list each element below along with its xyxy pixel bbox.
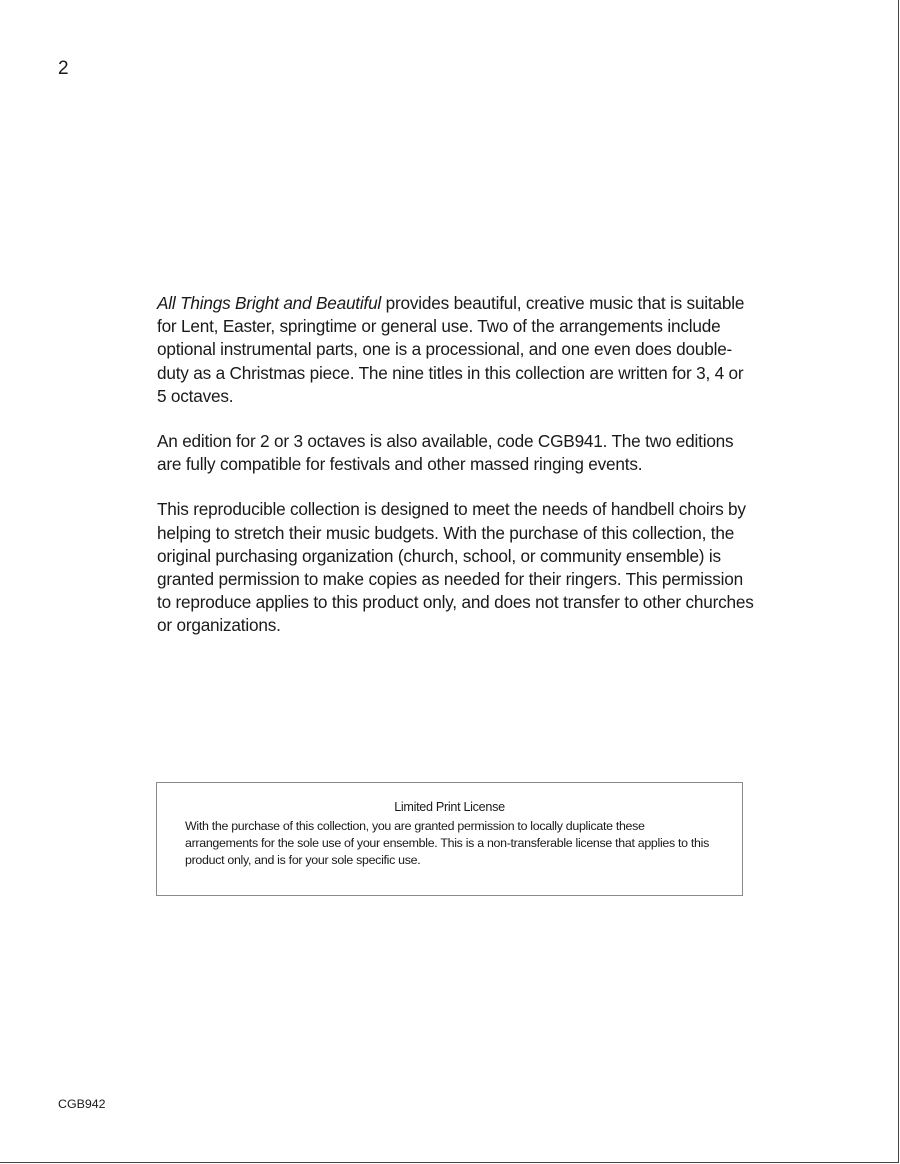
intro-paragraph-1-text: provides beautiful, creative music that is suitable for Lent, Easter, springtime or general use. Two of the arrangements include optional instrumental parts, one is a processional, and one even does double-duty as a Christmas piece. The nine titles in this collection are written for 3, 4 or 5 octaves. — [157, 293, 745, 406]
collection-title: All Things Bright and Beautiful — [157, 293, 382, 313]
product-code: CGB942 — [58, 1097, 106, 1111]
page-number: 2 — [58, 58, 69, 79]
license-title: Limited Print License — [394, 800, 505, 814]
intro-text — [157, 292, 757, 660]
intro-paragraph-2: An edition for 2 or 3 octaves is also available, code CGB941. The two editions are fully compatible for festivals and other massed ringing events. — [157, 431, 734, 475]
intro-paragraph-1 — [157, 292, 757, 408]
license-text: With the purchase of this collection, you are granted permission to locally duplicate these arrangements for the sole use of your ensemble. This is a non-transferable license that applies to this product only, and is for your sole specific use. — [185, 819, 709, 867]
license-box — [156, 782, 743, 896]
intro-paragraph-3: This reproducible collection is designed to meet the needs of handbell choirs by helping to stretch their music budgets. With the purchase of this collection, the original purchasing organization (church, school, or community ensemble) is granted permission to make copies as needed for their ringers. This permission to reproduce applies to this product only, and does not transfer to other churches or organizations. — [157, 499, 754, 636]
